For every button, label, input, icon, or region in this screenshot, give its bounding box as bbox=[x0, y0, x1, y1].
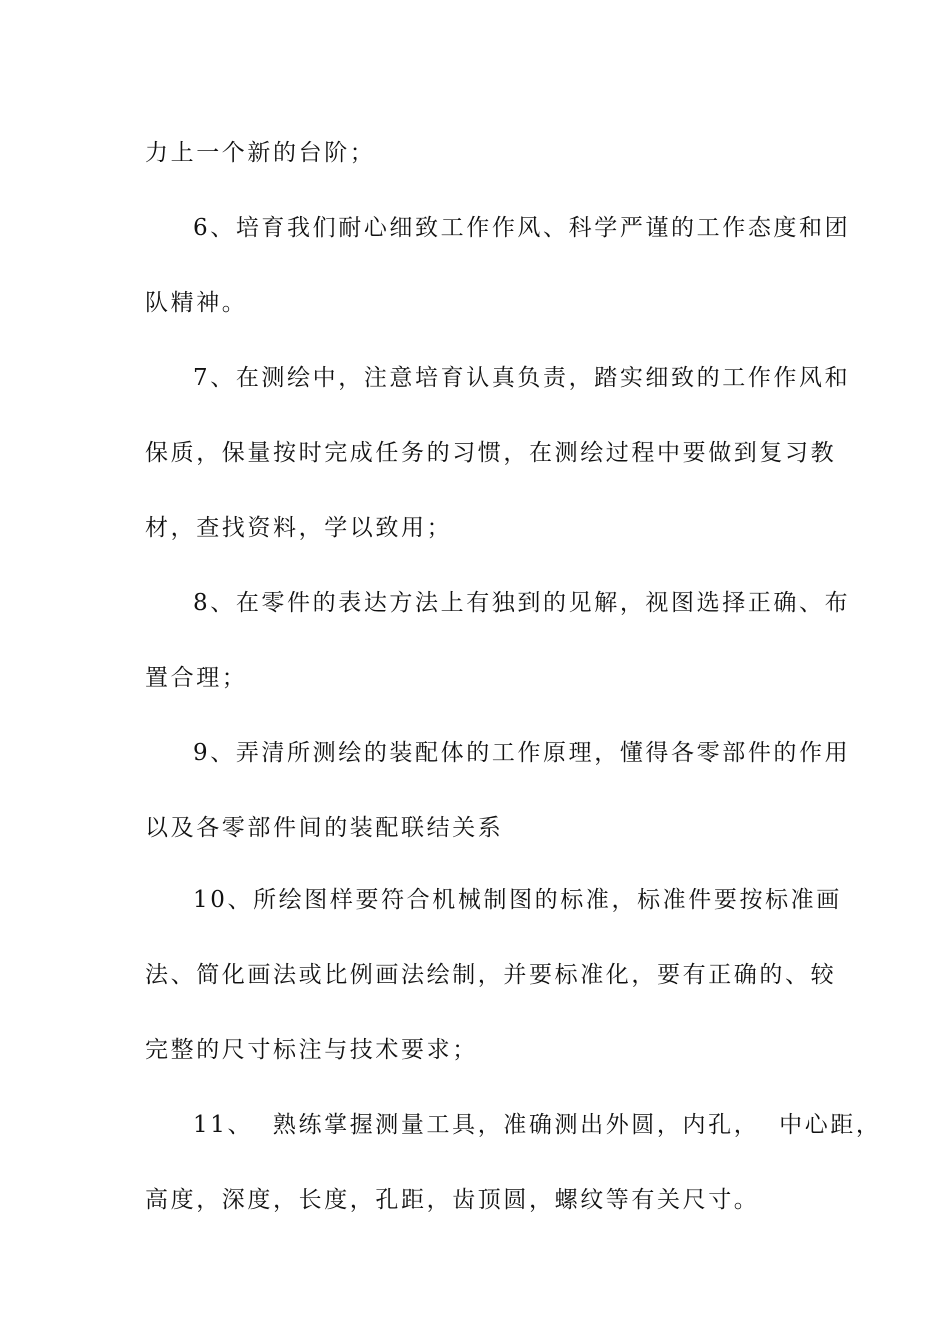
text-line: 置合理； bbox=[145, 665, 248, 691]
text-line: 完整的尺寸标注与技术要求； bbox=[145, 1037, 478, 1063]
text-line: 力上一个新的台阶； bbox=[145, 140, 376, 166]
text-line: 材，查找资料，学以致用； bbox=[145, 515, 453, 541]
text-line: 以及各零部件间的装配联结关系 bbox=[145, 815, 504, 841]
text-line: 10、所绘图样要符合机械制图的标准，标准件要按标准画 bbox=[193, 887, 842, 913]
text-line: 9、弄清所测绘的装配体的工作原理，懂得各零部件的作用 bbox=[193, 740, 851, 766]
text-line: 保质，保量按时完成任务的习惯，在测绘过程中要做到复习教 bbox=[145, 440, 837, 466]
text-line: 法、简化画法或比例画法绘制，并要标准化，要有正确的、较 bbox=[145, 962, 837, 988]
text-line: 7、在测绘中，注意培育认真负责，踏实细致的工作作风和 bbox=[193, 365, 851, 391]
text-line: 6、培育我们耐心细致工作作风、科学严谨的工作态度和团 bbox=[193, 215, 851, 241]
text-line: 队精神。 bbox=[145, 290, 248, 316]
text-line: 高度，深度，长度，孔距，齿顶圆，螺纹等有关尺寸。 bbox=[145, 1187, 760, 1213]
text-line: 11、 熟练掌握测量工具，准确测出外圆，内孔， 中心距， bbox=[193, 1112, 882, 1138]
text-line: 8、在零件的表达方法上有独到的见解，视图选择正确、布 bbox=[193, 590, 851, 616]
